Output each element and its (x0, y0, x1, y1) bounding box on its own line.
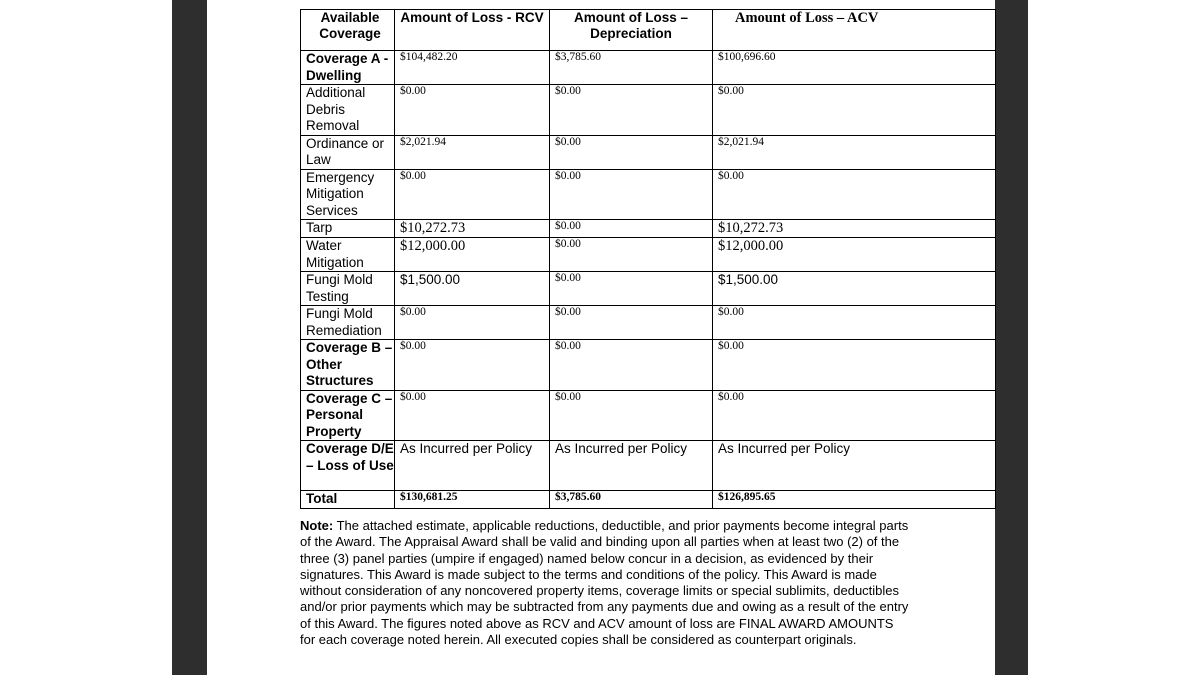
award-note (300, 518, 910, 648)
row-label: Water Mitigation (301, 238, 395, 272)
depreciation-value: $0.00 (550, 169, 713, 220)
table-row (301, 220, 996, 238)
depreciation-value: $0.00 (550, 238, 713, 272)
depreciation-value: $0.00 (550, 85, 713, 136)
rcv-value: $0.00 (395, 169, 550, 220)
rcv-value: $0.00 (395, 85, 550, 136)
acv-value: $0.00 (713, 85, 996, 136)
table-row (301, 441, 996, 491)
header-rcv: Amount of Loss - RCV (395, 10, 550, 51)
depreciation-value: $0.00 (550, 390, 713, 441)
table-row (301, 238, 996, 272)
rcv-value: $0.00 (395, 390, 550, 441)
row-label: Coverage B – Other Structures (301, 340, 395, 391)
row-label: Coverage A - Dwelling (301, 51, 395, 85)
rcv-value: $0.00 (395, 340, 550, 391)
table-row (301, 51, 996, 85)
row-label: Coverage C – Personal Property (301, 390, 395, 441)
table-header-row (301, 10, 996, 51)
row-label: Fungi Mold Remediation (301, 306, 395, 340)
table-row (301, 340, 996, 391)
acv-value: $0.00 (713, 306, 996, 340)
table-row (301, 272, 996, 306)
rcv-value: $104,482.20 (395, 51, 550, 85)
header-acv: Amount of Loss – ACV (713, 10, 996, 51)
depreciation-value: $0.00 (550, 306, 713, 340)
depreciation-total: $3,785.60 (550, 491, 713, 509)
depreciation-value: $0.00 (550, 272, 713, 306)
acv-value: $100,696.60 (713, 51, 996, 85)
acv-value: $0.00 (713, 169, 996, 220)
appraisal-award-table (300, 9, 996, 509)
row-label: Total (301, 491, 395, 509)
table-row (301, 135, 996, 169)
acv-value: $1,500.00 (713, 272, 996, 306)
row-label: Emergency Mitigation Services (301, 169, 395, 220)
acv-value: $2,021.94 (713, 135, 996, 169)
rcv-value: $1,500.00 (395, 272, 550, 306)
row-label: Additional Debris Removal (301, 85, 395, 136)
header-available-coverage: Available Coverage (301, 10, 395, 51)
depreciation-value: $0.00 (550, 220, 713, 238)
viewer-right-margin (995, 0, 1028, 675)
header-depreciation: Amount of Loss – Depreciation (550, 10, 713, 51)
acv-value: $12,000.00 (713, 238, 996, 272)
row-label: Coverage D/E – Loss of Use (301, 441, 395, 491)
depreciation-value: $3,785.60 (550, 51, 713, 85)
row-label: Ordinance or Law (301, 135, 395, 169)
row-label: Tarp (301, 220, 395, 238)
table-row (301, 390, 996, 441)
acv-value: $0.00 (713, 340, 996, 391)
depreciation-value: As Incurred per Policy (550, 441, 713, 491)
depreciation-value: $0.00 (550, 135, 713, 169)
rcv-value: $10,272.73 (395, 220, 550, 238)
viewer-left-margin (172, 0, 207, 675)
rcv-value: $2,021.94 (395, 135, 550, 169)
row-label: Fungi Mold Testing (301, 272, 395, 306)
table-total-row (301, 491, 996, 509)
note-label: Note: (300, 518, 334, 533)
note-text: The attached estimate, applicable reductions, deductible, and prior payments become integral parts of the Award. The Appraisal Award shall be valid and binding upon all parties when at least two (2) of the three (3) panel parties (umpire if engaged) named below concur in a decision, as evidenced by their signatures. This Award is made subject to the terms and conditions of the policy. This Award is made without consideration of any noncovered property items, coverage limits or special sublimits, deductibles and/or prior payments which may be subtracted from any payments due and owing as a result of the entry of this Award. The figures noted above as RCV and ACV amount of loss are FINAL AWARD AMOUNTS for each coverage noted herein. All executed copies shall be considered as counterpart originals. (300, 518, 909, 648)
rcv-value: $12,000.00 (395, 238, 550, 272)
rcv-total: $130,681.25 (395, 491, 550, 509)
table-row (301, 306, 996, 340)
rcv-value: $0.00 (395, 306, 550, 340)
acv-value: $10,272.73 (713, 220, 996, 238)
acv-value: As Incurred per Policy (713, 441, 996, 491)
table-row (301, 169, 996, 220)
acv-value: $0.00 (713, 390, 996, 441)
depreciation-value: $0.00 (550, 340, 713, 391)
acv-total: $126,895.65 (713, 491, 996, 509)
table-row (301, 85, 996, 136)
rcv-value: As Incurred per Policy (395, 441, 550, 491)
